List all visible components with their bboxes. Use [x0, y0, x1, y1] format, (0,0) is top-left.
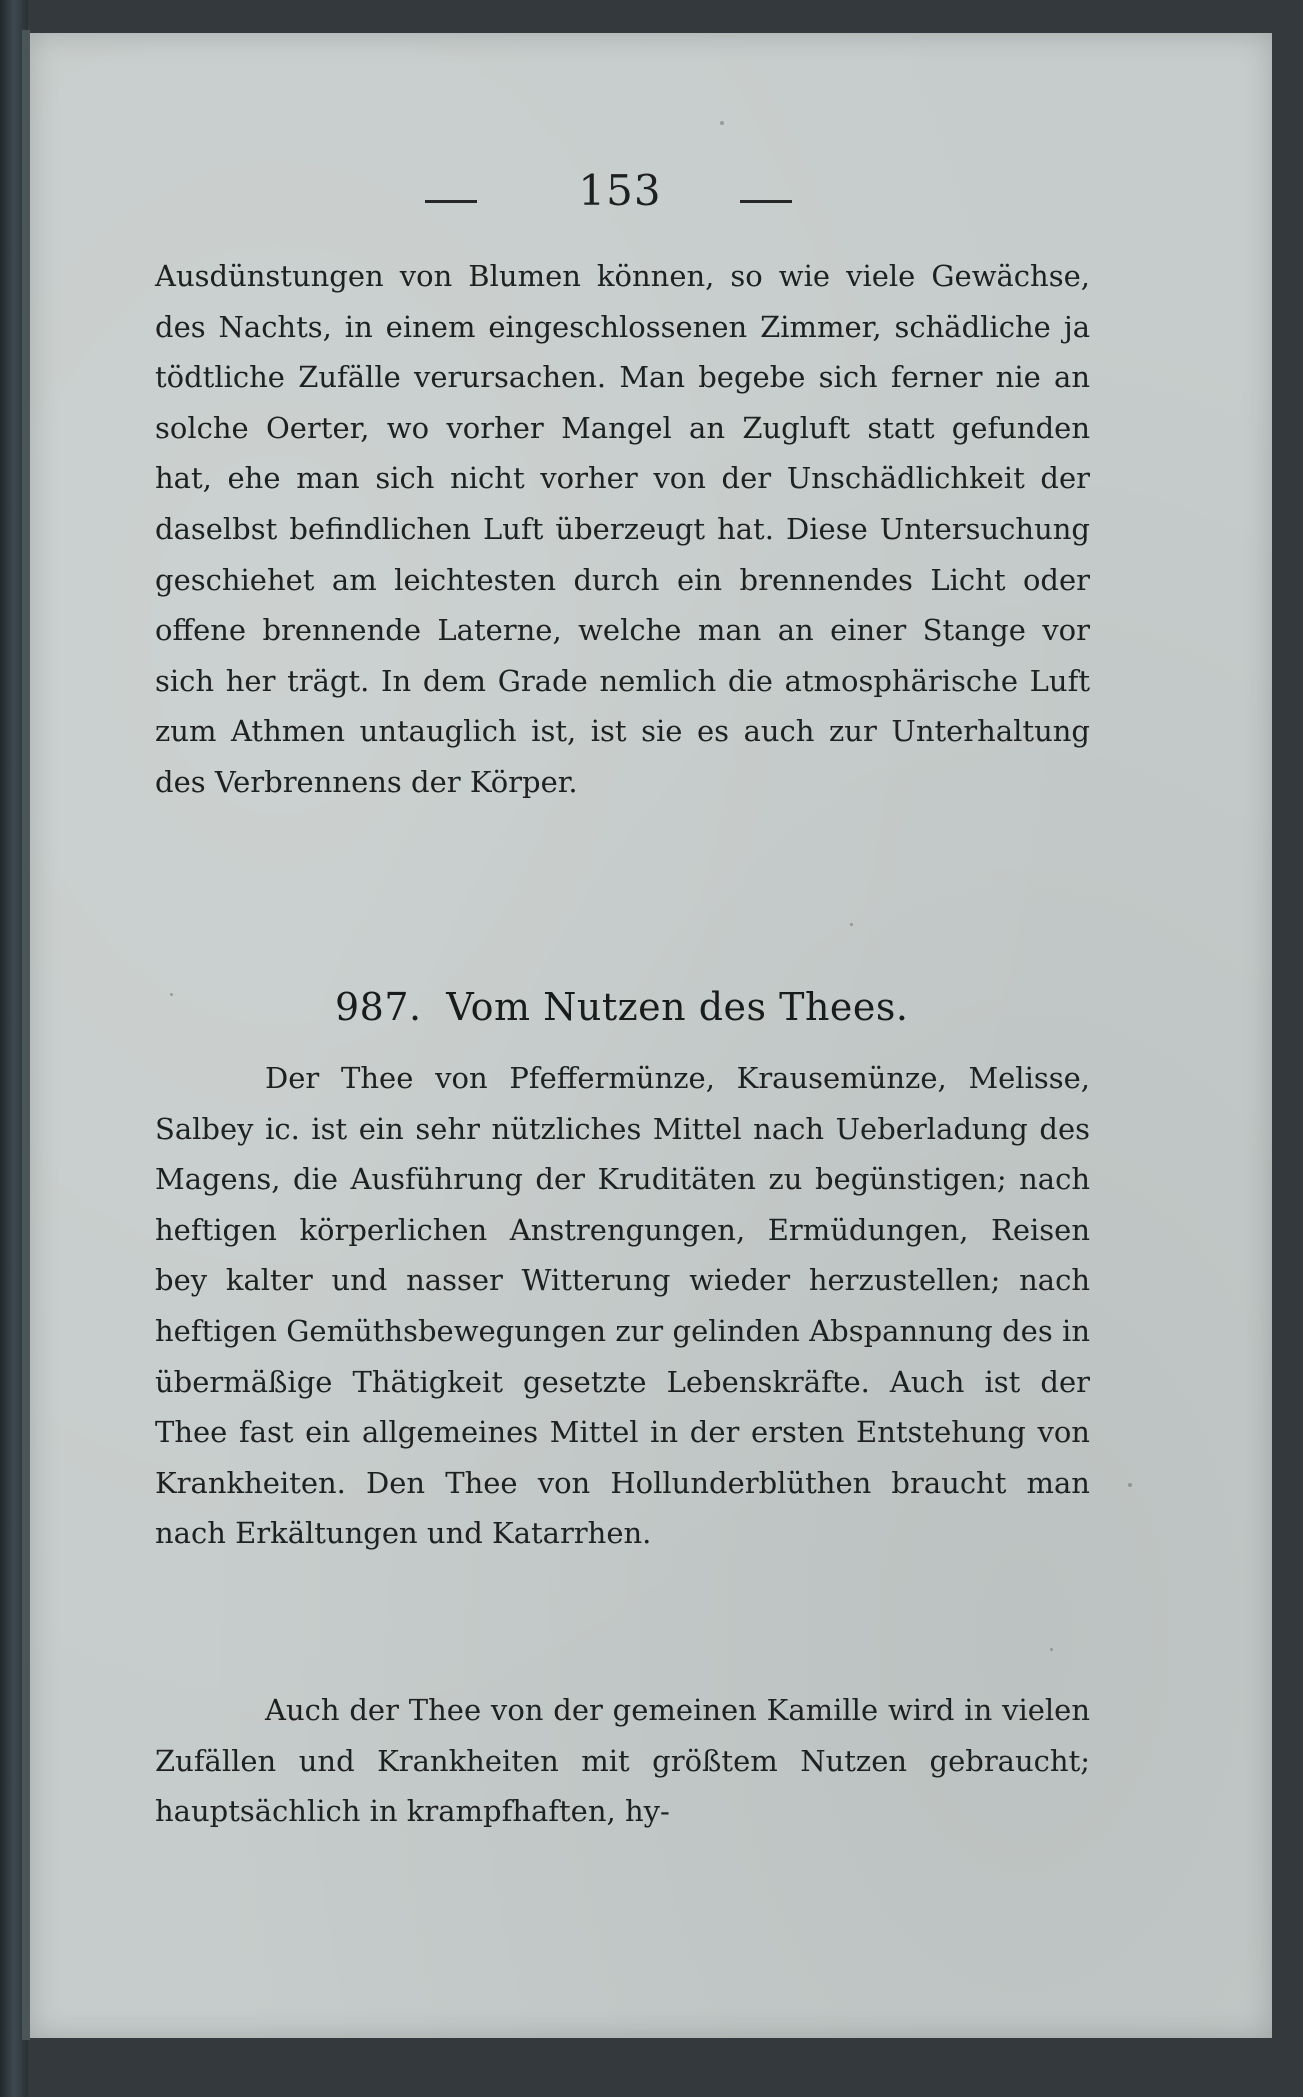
- section-number: 987.: [335, 985, 422, 1029]
- page-edge: [22, 30, 30, 2040]
- paper-speck: [170, 993, 173, 996]
- book-page: [30, 33, 1272, 2038]
- section-title: Vom Nutzen des Thees.: [446, 985, 909, 1029]
- paper-speck: [1128, 1483, 1132, 1487]
- section-heading: [335, 985, 908, 1029]
- page-header: [30, 158, 1272, 238]
- header-rule-left: [425, 200, 477, 203]
- paper-speck: [720, 121, 724, 125]
- header-rule-right: [740, 200, 792, 203]
- paragraph-chamomile: Auch der Thee von der gemeinen Kamille wird in vielen Zufällen und Krankheiten mit größtem Nutzen gebraucht; hauptsächlich in krampfhaften, hy-: [155, 1693, 1090, 1829]
- paper-speck: [850, 923, 853, 926]
- paragraph-ventilation: Ausdünstungen von Blumen können, so wie viele Gewächse, des Nachts, in einem eingeschlossenen Zimmer, schädliche ja tödtliche Zufälle verursachen. Man begebe sich ferner nie an solche Oerter, wo vorher Mangel an Zugluft statt gefunden hat, ehe man sich nicht vorher von der Unschädlichkeit der daselbst befindlichen Luft überzeugt hat. Diese Untersuchung geschiehet am leichtesten durch ein brennendes Licht oder offene brennende Laterne, welche man an einer Stange vor sich her trägt. In dem Grade nemlich die atmosphärische Luft zum Athmen untauglich ist, ist sie es auch zur Unterhaltung des Verbrennens der Körper.: [155, 259, 1090, 799]
- paragraph-tea-benefits: Der Thee von Pfeffermünze, Krausemünze, Melisse, Salbey ic. ist ein sehr nützliches Mittel nach Ueberladung des Magens, die Ausführung der Kruditäten zu begünstigen; nach heftigen körperlichen Anstrengungen, Ermüdungen, Reisen bey kalter und nasser Witterung wieder herzustellen; nach heftigen Gemüthsbewegungen zur gelinden Abspannung des in übermäßige Thätigkeit gesetzte Lebenskräfte. Auch ist der Thee fast ein allgemeines Mittel in der ersten Entstehung von Krankheiten. Den Thee von Hollunderblüthen braucht man nach Erkältungen und Katarrhen.: [155, 1061, 1090, 1551]
- paper-speck: [1050, 1648, 1053, 1651]
- page-number: 153: [578, 166, 662, 215]
